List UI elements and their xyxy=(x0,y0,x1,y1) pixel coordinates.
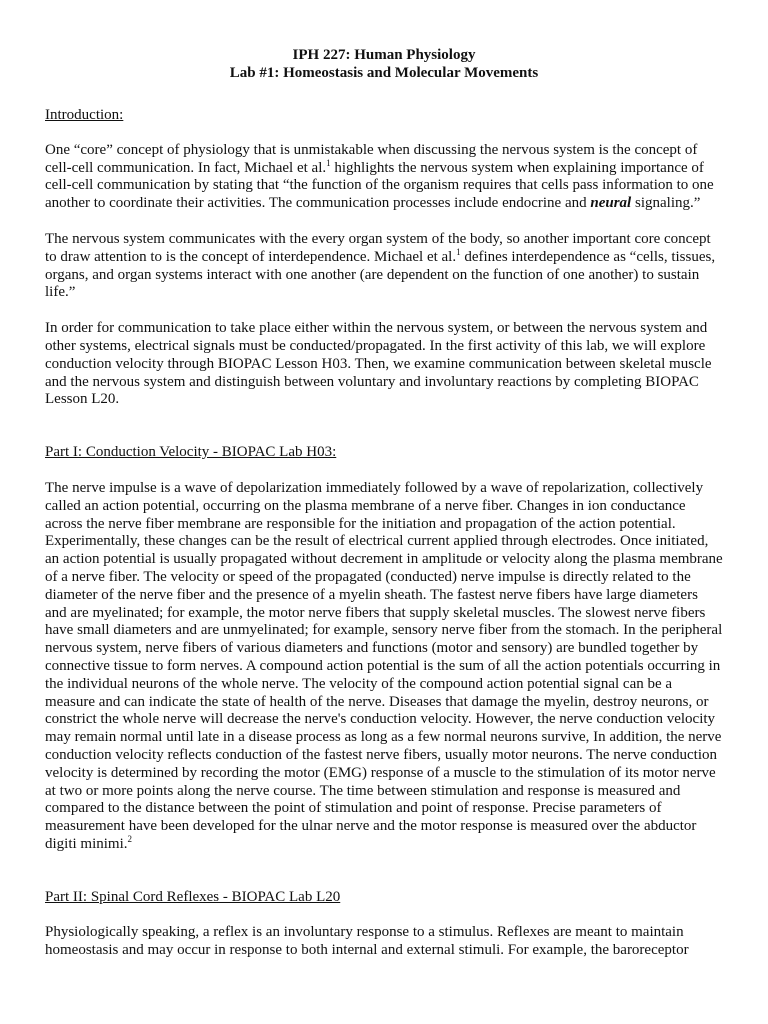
part1-paragraph: The nerve impulse is a wave of depolarization immediately followed by a wave of repolarization, collectively called an action potential, occurring on the plasma membrane of a nerve fiber. Changes in ion conductance across the nerve fiber membrane are responsible for the initiation and propagation of the action potential. Experimentally, these changes can be the result of electrical current applied through electrodes. Once initiated, an action potential is usually propagated without decrement in amplitude or velocity along the plasma membrane of a nerve fiber. The velocity or speed of the propagated (conducted) nerve impulse is directly related to the diameter of the nerve fiber and the presence of a myelin sheath. The fastest nerve fibers have large diameters and are myelinated; for example, the motor nerve fibers that supply skeletal muscles. The slowest nerve fibers have small diameters and are unmyelinated; for example, sensory nerve fiber from the stomach. In the peripheral nervous system, nerve fibers of various diameters and functions (motor and sensory) are bundled together by connective tissue to form nerves. A compound action potential is the sum of all the action potentials occurring in the individual neurons of the whole nerve. The velocity of the compound action potential signal can be a measure and can indicate the state of health of the nerve. Diseases that damage the myelin, destroy neurons, or constrict the whole nerve will decrease the nerve's conduction velocity. However, the nerve conduction velocity may remain normal until late in a disease process as long as a few normal neurons survive, In addition, the nerve conduction velocity reflects conduction of the fastest nerve fibers, usually motor neurons. The nerve conduction velocity is determined by recording the motor (EMG) response of a muscle to the stimulation of its motor nerve at two or more points along the nerve course. The time between stimulation and response is measured and compared to the distance between the point of stimulation and point of response. Precise parameters of measurement have been developed for the ulnar nerve and the motor response is measured over the abductor digiti minimi.$^2$ xyxy=(45,479,723,852)
title-block xyxy=(45,46,723,82)
part2-heading: Part II: Spinal Cord Reflexes - BIOPAC Lab L20 xyxy=(45,888,341,905)
footnote-ref: 1 xyxy=(456,246,461,257)
intro-paragraph-3: In order for communication to take place either within the nervous system, or between the nervous system and other systems, electrical signals must be conducted/propagated. In the first activity of this lab, we will explore conduction velocity through BIOPAC Lesson H03. Then, we examine communication between skeletal muscle and the nervous system and distinguish between voluntary and involuntary reactions by completing BIOPAC Lesson L20. xyxy=(45,320,712,408)
part1-heading: Part I: Conduction Velocity - BIOPAC Lab H03: xyxy=(45,444,337,461)
introduction-heading: Introduction: xyxy=(45,107,124,123)
lab-title: Lab #1: Homeostasis and Molecular Movements xyxy=(229,65,539,81)
intro-paragraph-2: The nervous system communicates with the every organ system of the body, so another important core concept to draw attention to is the concept of interdependence. Michael et al.$^1$ defines interdependence as “cells, tissues, organs, and organ systems interact with one another (are dependent on the function of one another) to sustain life.” xyxy=(45,230,716,301)
intro-paragraph-1: One “core” concept of physiology that is unmistakable when discussing the nervous system is the concept of cell-cell communication. In fact, Michael et al.$^1$ highlights the nervous system when explaining importance of cell-cell communication by stating that “the function of the organism requires that cells pass information to one another to coordinate their activities. The communication processes include endocrine and neural signaling.” xyxy=(45,141,714,212)
part2-paragraph: Physiologically speaking, a reflex is an involuntary response to a stimulus. Reflexes are meant to maintain homeostasis and may occur in response to both internal and external stimuli. For example, the baroreceptor xyxy=(45,924,689,959)
footnote-ref: 1 xyxy=(326,157,331,168)
emphasis-neural: neural xyxy=(590,195,632,212)
footnote-ref: 2 xyxy=(127,833,133,844)
course-title: IPH 227: Human Physiology xyxy=(292,47,476,63)
